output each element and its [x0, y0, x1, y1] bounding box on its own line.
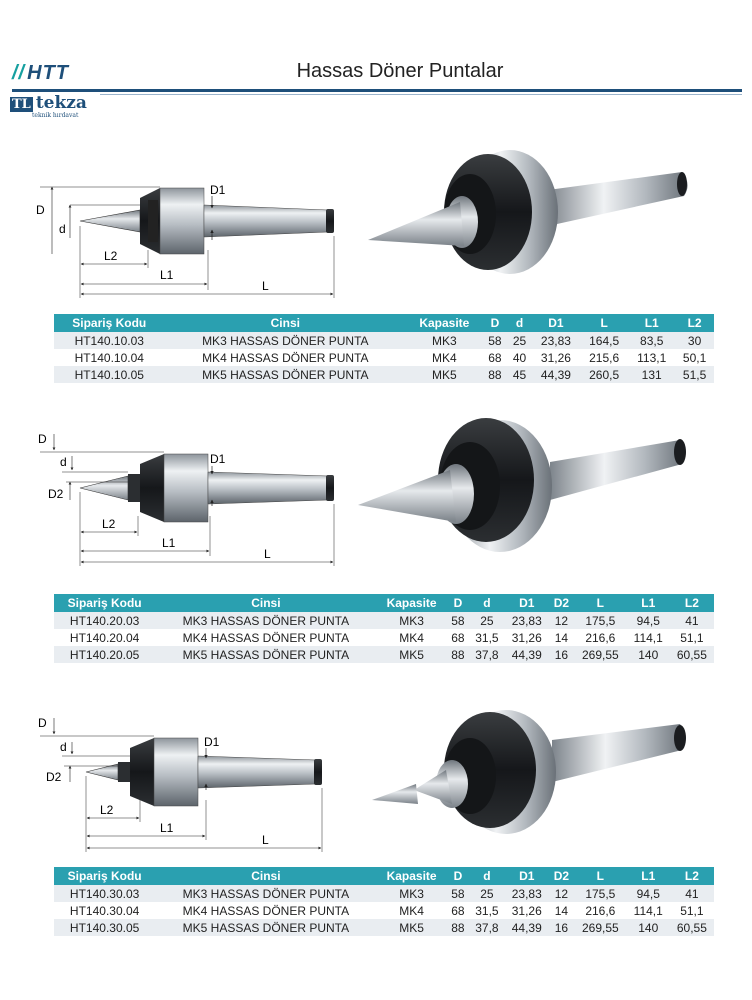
col-header-L2: L2 [670, 867, 714, 885]
cell-d: 31,5 [469, 629, 505, 646]
col-header-order-code: Sipariş Kodu [54, 867, 155, 885]
cell-d: 37,8 [469, 919, 505, 936]
cell-capacity: MK4 [377, 629, 447, 646]
table-row [54, 629, 714, 646]
col-header-D1: D1 [532, 314, 580, 332]
cell-L: 164,5 [580, 332, 628, 349]
col-header-L1: L1 [627, 867, 670, 885]
cell-capacity: MK4 [406, 349, 483, 366]
dim-label-L2: L2 [100, 803, 114, 817]
cell-D1: 44,39 [532, 366, 580, 383]
cell-type: MK3 HASSAS DÖNER PUNTA [155, 612, 376, 629]
col-header-d: d [507, 314, 532, 332]
cell-D1: 23,83 [532, 332, 580, 349]
dim-label-D1: D1 [210, 452, 226, 466]
cell-order-code: HT140.10.04 [54, 349, 165, 366]
col-header-capacity: Kapasite [377, 867, 447, 885]
cell-type: MK3 HASSAS DÖNER PUNTA [165, 332, 407, 349]
cell-D1: 23,83 [505, 885, 549, 902]
dim-label-L2: L2 [102, 517, 116, 531]
technical-drawing-2 [38, 432, 334, 566]
col-header-L2: L2 [670, 594, 714, 612]
cell-D: 88 [447, 646, 470, 663]
cell-L2: 50,1 [675, 349, 714, 366]
cell-d: 25 [507, 332, 532, 349]
cell-L2: 41 [670, 885, 714, 902]
cell-order-code: HT140.20.03 [54, 612, 155, 629]
col-header-L: L [580, 314, 628, 332]
table-header-row [54, 594, 714, 612]
dim-label-L2: L2 [104, 249, 118, 263]
col-header-capacity: Kapasite [377, 594, 447, 612]
tekza-logo: TL tekza [12, 93, 87, 113]
table-header-row [54, 314, 714, 332]
cell-L: 260,5 [580, 366, 628, 383]
dim-label-L: L [262, 833, 269, 847]
cell-L1: 83,5 [628, 332, 675, 349]
dim-label-L1: L1 [162, 536, 176, 550]
cell-D: 58 [483, 332, 508, 349]
cell-D: 88 [447, 919, 470, 936]
cell-D2: 16 [549, 919, 574, 936]
product-image-1 [368, 150, 688, 274]
htt-logo: // HTT [12, 62, 70, 84]
cell-L2: 41 [670, 612, 714, 629]
cell-D: 68 [447, 902, 470, 919]
cell-L1: 131 [628, 366, 675, 383]
cell-D: 68 [483, 349, 508, 366]
col-header-D1: D1 [505, 594, 549, 612]
cell-d: 31,5 [469, 902, 505, 919]
cell-type: MK4 HASSAS DÖNER PUNTA [155, 629, 376, 646]
col-header-type: Cinsi [165, 314, 407, 332]
col-header-type: Cinsi [155, 594, 376, 612]
col-header-L: L [574, 867, 627, 885]
cell-D: 88 [483, 366, 508, 383]
htt-logo-mark-icon: // [12, 62, 26, 84]
dim-label-d: d [59, 222, 66, 236]
cell-type: MK3 HASSAS DÖNER PUNTA [155, 885, 376, 902]
cell-D1: 31,26 [532, 349, 580, 366]
cell-L2: 51,1 [670, 902, 714, 919]
cell-d: 40 [507, 349, 532, 366]
dim-label-d: d [60, 455, 67, 469]
spec-table-1 [54, 314, 714, 383]
cell-D2: 12 [549, 885, 574, 902]
cell-D: 58 [447, 885, 470, 902]
tekza-logo-subtitle: teknik hırdavat [32, 112, 79, 119]
col-header-capacity: Kapasite [406, 314, 483, 332]
cell-D1: 23,83 [505, 612, 549, 629]
col-header-D2: D2 [549, 867, 574, 885]
cell-capacity: MK3 [377, 612, 447, 629]
technical-drawing-3 [38, 716, 322, 852]
cell-L2: 51,1 [670, 629, 714, 646]
product-image-3 [372, 710, 686, 834]
table-row [54, 919, 714, 936]
col-header-d: d [469, 594, 505, 612]
cell-d: 37,8 [469, 646, 505, 663]
col-header-d: d [469, 867, 505, 885]
col-header-D1: D1 [505, 867, 549, 885]
col-header-L: L [574, 594, 627, 612]
cell-D1: 44,39 [505, 646, 549, 663]
cell-order-code: HT140.20.05 [54, 646, 155, 663]
dim-label-D: D [38, 716, 47, 730]
cell-L: 215,6 [580, 349, 628, 366]
cell-L1: 114,1 [627, 629, 670, 646]
cell-order-code: HT140.30.03 [54, 885, 155, 902]
cell-D: 68 [447, 629, 470, 646]
col-header-L2: L2 [675, 314, 714, 332]
cell-capacity: MK5 [377, 646, 447, 663]
cell-capacity: MK3 [377, 885, 447, 902]
cell-L1: 113,1 [628, 349, 675, 366]
cell-L1: 114,1 [627, 902, 670, 919]
cell-L: 216,6 [574, 629, 627, 646]
cell-d: 45 [507, 366, 532, 383]
cell-type: MK5 HASSAS DÖNER PUNTA [155, 646, 376, 663]
technical-drawing-1 [36, 183, 334, 298]
col-header-L1: L1 [627, 594, 670, 612]
table-row [54, 612, 714, 629]
dim-label-L: L [264, 547, 271, 561]
cell-L: 216,6 [574, 902, 627, 919]
cell-type: MK5 HASSAS DÖNER PUNTA [155, 919, 376, 936]
cell-order-code: HT140.30.05 [54, 919, 155, 936]
cell-L: 269,55 [574, 646, 627, 663]
dim-label-L1: L1 [160, 268, 174, 282]
cell-L: 175,5 [574, 885, 627, 902]
cell-L1: 94,5 [627, 885, 670, 902]
cell-D2: 14 [549, 902, 574, 919]
product-image-2 [358, 418, 686, 552]
table-row [54, 646, 714, 663]
cell-order-code: HT140.20.04 [54, 629, 155, 646]
dim-label-D: D [38, 432, 47, 446]
col-header-L1: L1 [628, 314, 675, 332]
cell-d: 25 [469, 612, 505, 629]
col-header-D: D [447, 867, 470, 885]
dim-label-L1: L1 [160, 821, 174, 835]
cell-capacity: MK3 [406, 332, 483, 349]
dim-label-D2: D2 [46, 770, 62, 784]
table-row [54, 332, 714, 349]
cell-D2: 12 [549, 612, 574, 629]
dim-label-D1: D1 [204, 735, 220, 749]
cell-D1: 44,39 [505, 919, 549, 936]
spec-table-2 [54, 594, 714, 663]
cell-type: MK4 HASSAS DÖNER PUNTA [165, 349, 407, 366]
cell-D2: 16 [549, 646, 574, 663]
dim-label-D2: D2 [48, 487, 64, 501]
dim-label-D: D [36, 203, 45, 217]
cell-L1: 140 [627, 646, 670, 663]
cell-D2: 14 [549, 629, 574, 646]
cell-type: MK4 HASSAS DÖNER PUNTA [155, 902, 376, 919]
cell-L2: 51,5 [675, 366, 714, 383]
spec-table-3 [54, 867, 714, 936]
col-header-order-code: Sipariş Kodu [54, 594, 155, 612]
col-header-D: D [447, 594, 470, 612]
cell-capacity: MK5 [377, 919, 447, 936]
cell-type: MK5 HASSAS DÖNER PUNTA [165, 366, 407, 383]
cell-L1: 140 [627, 919, 670, 936]
cell-D1: 31,26 [505, 902, 549, 919]
cell-D: 58 [447, 612, 470, 629]
cell-capacity: MK5 [406, 366, 483, 383]
col-header-order-code: Sipariş Kodu [54, 314, 165, 332]
table-row [54, 366, 714, 383]
table-row [54, 349, 714, 366]
cell-order-code: HT140.10.05 [54, 366, 165, 383]
cell-d: 25 [469, 885, 505, 902]
table-header-row [54, 867, 714, 885]
cell-L2: 60,55 [670, 919, 714, 936]
dim-label-d: d [60, 740, 67, 754]
dim-label-L: L [262, 279, 269, 293]
col-header-type: Cinsi [155, 867, 376, 885]
cell-L: 175,5 [574, 612, 627, 629]
cell-L2: 30 [675, 332, 714, 349]
table-row [54, 902, 714, 919]
col-header-D: D [483, 314, 508, 332]
cell-D1: 31,26 [505, 629, 549, 646]
cell-L1: 94,5 [627, 612, 670, 629]
dim-label-D1: D1 [210, 183, 226, 197]
cell-L2: 60,55 [670, 646, 714, 663]
page-title: Hassas Döner Puntalar [296, 60, 504, 82]
cell-order-code: HT140.10.03 [54, 332, 165, 349]
table-row [54, 885, 714, 902]
cell-order-code: HT140.30.04 [54, 902, 155, 919]
cell-L: 269,55 [574, 919, 627, 936]
col-header-D2: D2 [549, 594, 574, 612]
cell-capacity: MK4 [377, 902, 447, 919]
